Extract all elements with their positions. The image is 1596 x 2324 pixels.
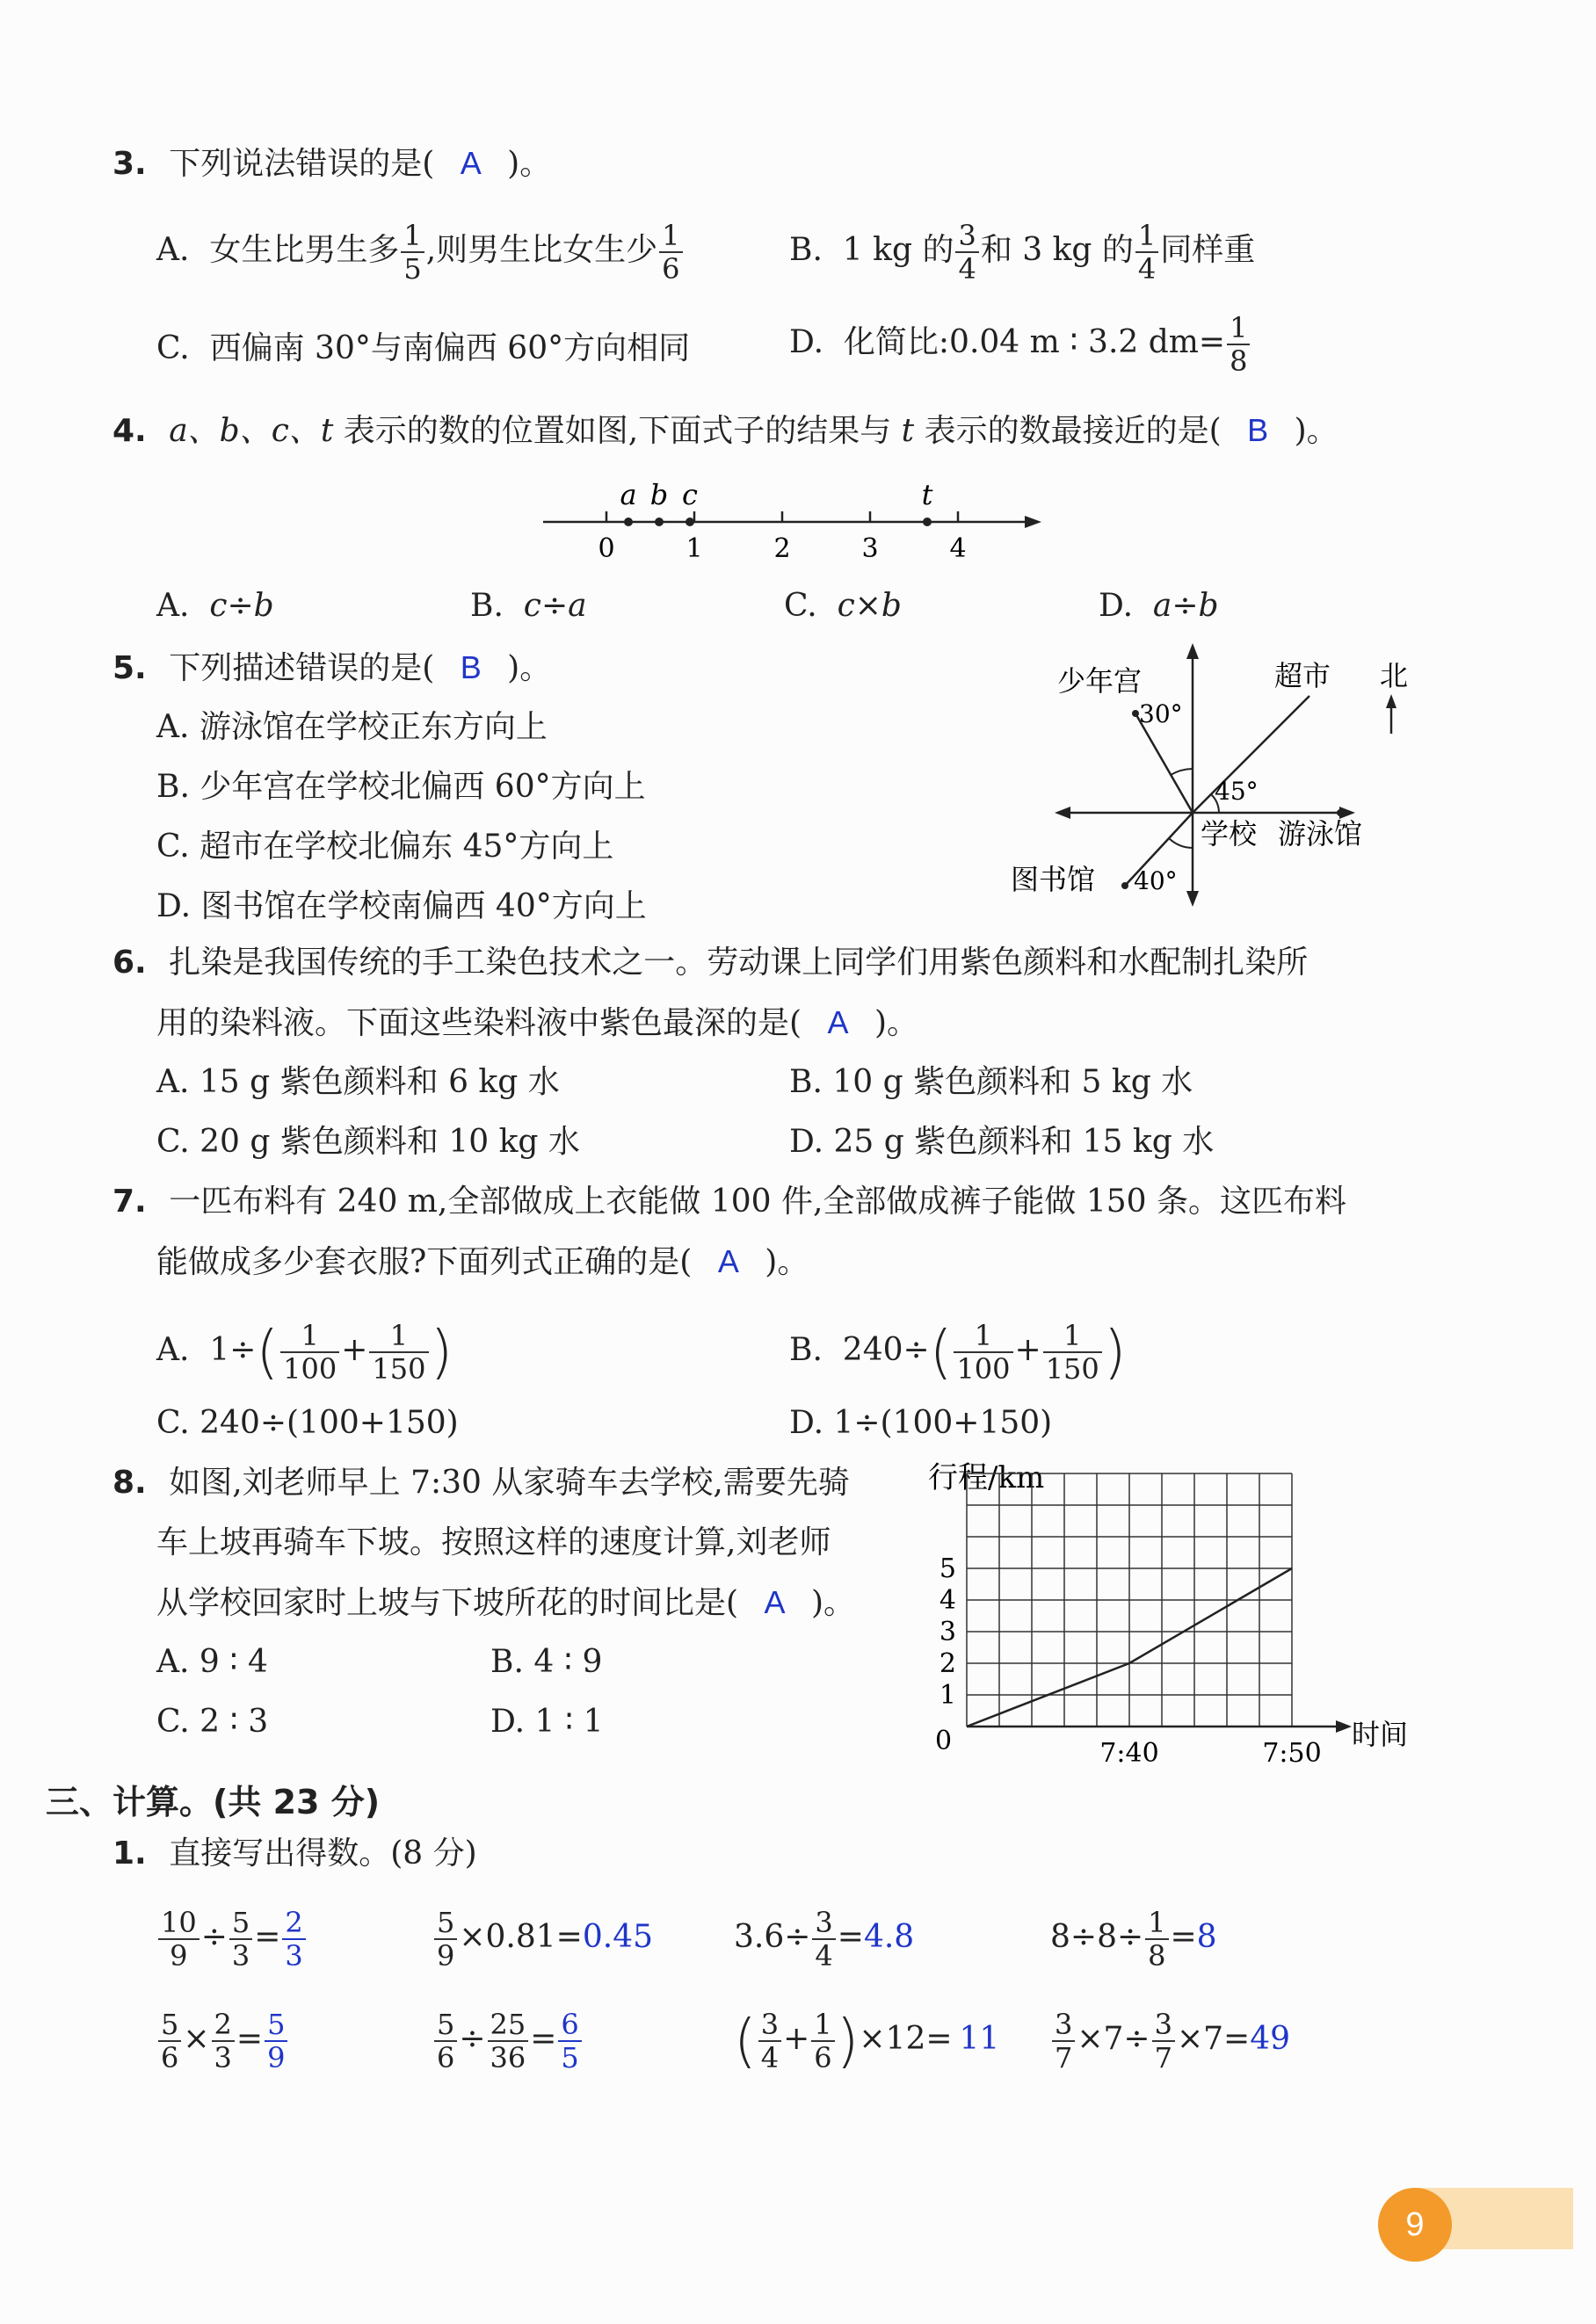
- y-tick-4: 4: [939, 1585, 956, 1616]
- tick-label-3: 3: [861, 533, 879, 564]
- q8-line2: 车上坡再骑车下坡。按照这样的速度计算,刘老师: [156, 1524, 831, 1560]
- q3-option-c: C. 西偏南 30°与南偏西 60°方向相同: [156, 330, 691, 366]
- x-tick-7:50: 7:50: [1262, 1738, 1322, 1769]
- calc-r2-e4: $\frac{3}{7}$ ×7÷ $\frac{3}{7}$ ×7=49: [1050, 2009, 1290, 2074]
- tick-label-4: 4: [949, 533, 967, 564]
- section-3-title: 三、计算。(共 23 分): [46, 1783, 381, 1821]
- number-line: [527, 466, 1055, 571]
- calc-r2-e2-answer: $\frac{6}{5}$: [558, 2009, 581, 2074]
- q4-option-b: B. c÷a: [470, 588, 587, 624]
- page-number: 9: [1378, 2188, 1452, 2262]
- pool-point: [1337, 809, 1344, 816]
- q4-option-a: A. c÷b: [156, 588, 274, 624]
- fraction: $\frac{1}{100}$: [954, 1320, 1012, 1385]
- q3-text: 下列说法错误的是(: [169, 146, 435, 182]
- y-tick-5: 5: [939, 1553, 956, 1584]
- angle-arc-30: [1171, 769, 1193, 775]
- q8-option-a: A. 9 ∶ 4: [156, 1644, 268, 1680]
- q3-number: 3.: [112, 146, 147, 182]
- calc-r1-e3: 3.6÷ $\frac{3}{4}$ =4.8: [734, 1906, 915, 1973]
- label-angle-45: 45°: [1215, 777, 1259, 806]
- q7-option-c: C. 240÷(100+150): [156, 1405, 459, 1441]
- calc-r1-e1: $\frac{10}{9}$ ÷ $\frac{5}{3}$ = $\frac{2}{3}$: [156, 1907, 308, 1972]
- calc-r1-e4-answer: 8: [1196, 1919, 1217, 1955]
- q6-option-c: C. 20 g 紫色颜料和 10 kg 水: [156, 1124, 580, 1160]
- q6-answer: A: [827, 1004, 849, 1040]
- point-label-t: t: [921, 478, 933, 511]
- q7-option-d: D. 1÷(100+150): [789, 1405, 1053, 1441]
- calc-r1-e2: $\frac{5}{9}$ ×0.81=0.45: [432, 1907, 653, 1972]
- distance-time-chart: [914, 1454, 1441, 1788]
- q7-answer: A: [717, 1243, 739, 1279]
- q4-option-d: D. a÷b: [1099, 588, 1219, 624]
- point-t: [923, 518, 932, 526]
- fraction: $\frac{1}{8}$: [1227, 312, 1250, 377]
- point-a: [624, 518, 633, 526]
- calc-r1-e1-answer: $\frac{2}{3}$: [282, 1907, 305, 1972]
- tick-label-2: 2: [773, 533, 791, 564]
- q5-option-d: D. 图书馆在学校南偏西 40°方向上: [156, 888, 647, 924]
- label-shaoniangong: 少年宫: [1057, 664, 1143, 698]
- q8-option-c: C. 2 ∶ 3: [156, 1704, 269, 1740]
- chart-origin-label: 0: [935, 1726, 953, 1756]
- tick-label-1: 1: [686, 533, 703, 564]
- q5-option-a: A. 游泳馆在学校正东方向上: [156, 709, 548, 745]
- q6-line1: 6. 扎染是我国传统的手工染色技术之一。劳动课上同学们用紫色颜料和水配制扎染所: [112, 945, 1309, 981]
- point-label-b: b: [649, 478, 669, 511]
- point-b: [655, 518, 664, 526]
- calc-r2-e4-answer: 49: [1250, 2021, 1290, 2057]
- q3-option-b: B. 1 kg 的 $\frac{3}{4}$ 和 3 kg 的 $\frac{1}{4}$ 同样重: [789, 219, 1256, 286]
- chart-x-ticks: [1099, 1738, 1321, 1769]
- chart-x-label: 时间: [1352, 1718, 1409, 1751]
- q5-option-c: C. 超市在学校北偏东 45°方向上: [156, 829, 614, 865]
- chart-y-label: 行程/km: [928, 1460, 1045, 1495]
- calc-r2-e3: ( $\frac{3}{4}$ + $\frac{1}{6}$ )×12= 11: [734, 2007, 1000, 2074]
- calc-r1-e2-answer: 0.45: [582, 1919, 653, 1955]
- q7-line2: 能做成多少套衣服?下面列式正确的是( A )。: [156, 1243, 809, 1280]
- calc-r2-e1-answer: $\frac{5}{9}$: [265, 2009, 287, 2074]
- fraction: $\frac{1}{150}$: [369, 1320, 428, 1385]
- point-c: [686, 518, 694, 526]
- y-tick-2: 2: [939, 1648, 956, 1679]
- angle-arc-40: [1169, 838, 1193, 848]
- fraction: $\frac{1}{4}$: [1135, 220, 1158, 285]
- calc-r2-e3-answer: 11: [959, 2021, 1000, 2057]
- q6-option-d: D. 25 g 紫色颜料和 15 kg 水: [789, 1124, 1215, 1160]
- label-pool: 游泳馆: [1278, 817, 1363, 851]
- q8-option-b: B. 4 ∶ 9: [490, 1644, 603, 1680]
- label-chaoshi: 超市: [1274, 659, 1331, 692]
- q5-option-b: B. 少年宫在学校北偏西 60°方向上: [156, 769, 646, 805]
- q6-option-b: B. 10 g 紫色颜料和 5 kg 水: [789, 1064, 1193, 1100]
- q7-option-b: B. 240÷( $\frac{1}{100}$ + $\frac{1}{150}$ ): [789, 1318, 1127, 1386]
- fraction: $\frac{1}{150}$: [1043, 1320, 1102, 1385]
- q8-answer: A: [764, 1584, 786, 1620]
- point-label-c: c: [682, 478, 698, 511]
- label-angle-30: 30°: [1139, 699, 1183, 728]
- y-tick-1: 1: [939, 1680, 956, 1711]
- q3-answer: A: [460, 145, 482, 181]
- label-angle-40: 40°: [1134, 866, 1178, 895]
- q5-stem: 5. 下列描述错误的是( B )。: [112, 649, 552, 686]
- q3-option-d: D. 化简比:0.04 m ∶ 3.2 dm= $\frac{1}{8}$: [789, 312, 1251, 377]
- chart-grid: [967, 1473, 1292, 1727]
- tick-label-0: 0: [598, 533, 615, 564]
- fraction: $\frac{1}{100}$: [280, 1320, 339, 1385]
- q3-option-a: A. 女生比男生多 $\frac{1}{5}$ ,则男生比女生少 $\frac{1}{6}$: [156, 220, 685, 285]
- chart-axes: [967, 1720, 1352, 1733]
- q3-close: )。: [507, 146, 552, 182]
- calc-r2-e2: $\frac{5}{6}$ ÷ $\frac{25}{36}$ = $\frac{6}{5}$: [432, 2009, 584, 2074]
- q7-option-a: A. 1÷( $\frac{1}{100}$ + $\frac{1}{150}$ ): [156, 1318, 453, 1386]
- y-tick-3: 3: [939, 1617, 956, 1647]
- q8-line3: 从学校回家时上坡与下坡所花的时间比是( A )。: [156, 1584, 856, 1621]
- q8-option-d: D. 1 ∶ 1: [490, 1704, 604, 1740]
- label-north: 北: [1380, 659, 1409, 692]
- direction-diagram: [1011, 633, 1450, 914]
- label-library: 图书馆: [1011, 863, 1096, 896]
- q6-option-a: A. 15 g 紫色颜料和 6 kg 水: [156, 1064, 560, 1100]
- s3-q1-stem: 1. 直接写出得数。(8 分): [112, 1835, 477, 1872]
- calc-r1-e4: 8÷8÷ $\frac{1}{8}$ =8: [1050, 1906, 1217, 1973]
- q3-stem: [112, 144, 551, 184]
- x-tick-7:40: 7:40: [1099, 1738, 1159, 1769]
- q4-stem: 4. a、b、c、t 表示的数的位置如图,下面式子的结果与 t 表示的数最接近的是( B )。: [112, 412, 1338, 449]
- q5-answer: B: [460, 649, 482, 685]
- fraction: $\frac{1}{5}$: [401, 220, 424, 285]
- q7-line1: 7. 一匹布料有 240 m,全部做成上衣能做 100 件,全部做成裤子能做 150 条。这匹布料: [112, 1184, 1347, 1220]
- point-label-a: a: [620, 478, 637, 511]
- q8-line1: 8. 如图,刘老师早上 7:30 从家骑车去学校,需要先骑: [112, 1465, 850, 1501]
- x-axis-arrow: [1336, 1720, 1352, 1733]
- shaoniangong-point: [1132, 710, 1139, 717]
- label-school: 学校: [1201, 817, 1258, 851]
- q4-answer: B: [1247, 412, 1269, 448]
- fraction: $\frac{3}{4}$: [955, 220, 978, 285]
- library-point: [1121, 882, 1128, 889]
- fraction: $\frac{1}{6}$: [659, 220, 682, 285]
- chart-y-ticks: [939, 1553, 956, 1711]
- calc-r2-e1: $\frac{5}{6}$ × $\frac{2}{3}$ = $\frac{5}{9}$: [156, 2009, 289, 2074]
- calc-r1-e3-answer: 4.8: [863, 1919, 915, 1955]
- q4-option-c: C. c×b: [784, 588, 902, 624]
- q6-line2: 用的染料液。下面这些染料液中紫色最深的是( A )。: [156, 1004, 919, 1041]
- number-line-arrow: [1025, 516, 1041, 528]
